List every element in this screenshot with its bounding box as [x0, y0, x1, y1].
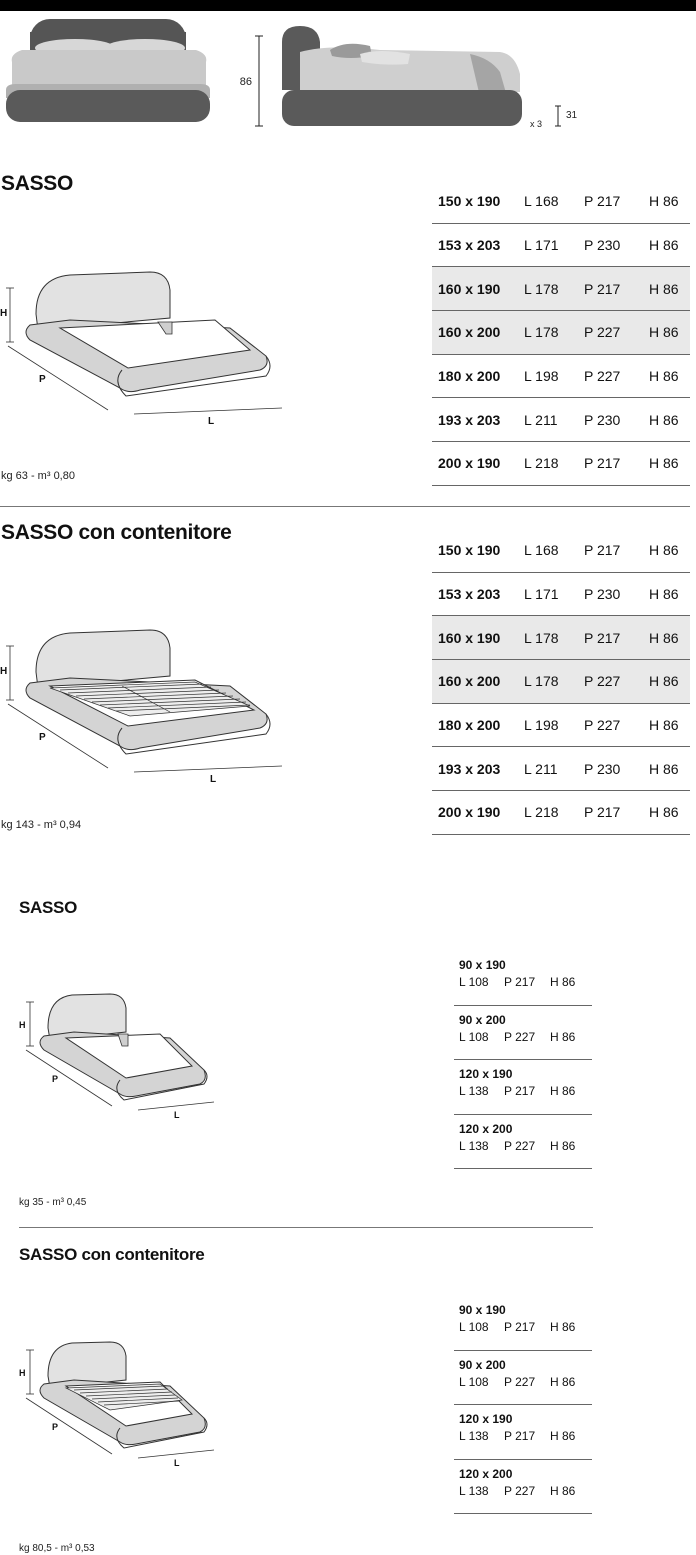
- dimension-p: P 217: [584, 804, 621, 821]
- section-divider: [19, 1227, 593, 1228]
- weight-volume: kg 80,5 - m³ 0,53: [19, 1543, 95, 1554]
- size-label: 120 x 190: [459, 1067, 513, 1081]
- dimension-p: P 230: [584, 237, 621, 254]
- dimension-l: L 138: [459, 1483, 489, 1498]
- dimension-h: H 86: [550, 1429, 576, 1443]
- leg-dimension: [530, 106, 578, 129]
- dimension-p: P 217: [504, 1084, 536, 1098]
- dimension-l: L 138: [459, 1138, 489, 1153]
- dimension-h: H 86: [649, 717, 679, 734]
- size-label: 120 x 200: [459, 1121, 513, 1136]
- dimension-h: H 86: [649, 237, 679, 254]
- size-row: [432, 398, 690, 442]
- dim-p-label: P: [39, 732, 46, 743]
- dimension-p: P 217: [584, 455, 621, 472]
- dimension-l: L 108: [459, 975, 489, 989]
- bed-side-view-image: [282, 26, 522, 126]
- size-row: [432, 704, 690, 748]
- height-label: 86: [239, 76, 252, 88]
- dimension-l: L 138: [459, 1084, 489, 1098]
- dimension-p: P 230: [584, 760, 621, 777]
- dim-l-label: L: [174, 1458, 180, 1468]
- weight-volume: kg 63 - m³ 0,80: [1, 470, 75, 482]
- leg-count-label: x 3: [530, 119, 543, 129]
- section-title-sasso: SASSO: [1, 172, 74, 195]
- dimension-p: P 227: [584, 673, 621, 690]
- size-row: [454, 951, 592, 1006]
- dimension-l: L 178: [524, 324, 559, 341]
- size-label: 193 x 203: [438, 760, 501, 777]
- dim-h-label: H: [19, 1020, 26, 1030]
- dim-h-label: H: [19, 1368, 26, 1378]
- size-row: [454, 1060, 592, 1115]
- dimension-p: P 217: [584, 629, 621, 646]
- single-bed-diagram-sasso-contenitore: [14, 1338, 224, 1468]
- dimension-l: L 178: [524, 280, 559, 297]
- dimension-h: H 86: [550, 1483, 576, 1498]
- dimension-l: L 218: [524, 455, 559, 472]
- dimension-h: H 86: [649, 542, 679, 559]
- dim-l-label: L: [208, 416, 215, 427]
- dimension-p: P 227: [504, 1029, 536, 1044]
- dim-p-label: P: [52, 1074, 59, 1084]
- bed-diagram-sasso-contenitore: [0, 628, 290, 788]
- dimension-h: H 86: [649, 586, 679, 603]
- dimension-p: P 227: [504, 1483, 536, 1498]
- dimension-h: H 86: [649, 629, 679, 646]
- size-table-sasso-contenitore: [432, 529, 690, 835]
- dimension-p: P 217: [584, 542, 621, 559]
- weight-volume: kg 143 - m³ 0,94: [1, 819, 82, 831]
- bed-diagram-sasso: [0, 270, 290, 430]
- size-label: 180 x 200: [438, 717, 501, 734]
- bed-front-view-image: [6, 19, 210, 122]
- dimension-l: L 198: [524, 717, 559, 734]
- dimension-h: H 86: [649, 193, 679, 210]
- size-label: 120 x 200: [459, 1466, 513, 1481]
- dimension-h: H 86: [649, 411, 679, 428]
- dimension-p: P 227: [504, 1138, 536, 1153]
- size-row: [454, 1460, 592, 1515]
- size-row: [432, 616, 690, 660]
- size-label: 160 x 190: [438, 280, 501, 297]
- weight-volume: kg 35 - m³ 0,45: [19, 1197, 87, 1208]
- dimension-l: L 171: [524, 586, 559, 603]
- dimension-p: P 217: [504, 1320, 536, 1334]
- size-row: [454, 1296, 592, 1351]
- dimension-h: H 86: [649, 324, 679, 341]
- size-label: 150 x 190: [438, 193, 501, 210]
- size-row: [432, 747, 690, 791]
- section-title-sasso-contenitore: SASSO con contenitore: [1, 521, 232, 544]
- dimension-p: P 217: [504, 1429, 536, 1443]
- section-title-sasso-single: SASSO: [19, 898, 78, 917]
- size-row: [454, 1006, 592, 1061]
- dimension-p: P 217: [584, 193, 621, 210]
- dimension-h: H 86: [550, 1029, 576, 1044]
- dimension-l: L 218: [524, 804, 559, 821]
- dimension-l: L 211: [524, 760, 558, 777]
- single-bed-diagram-sasso: [14, 990, 224, 1120]
- dimension-h: H 86: [649, 455, 679, 472]
- size-row: [432, 573, 690, 617]
- size-row: [432, 267, 690, 311]
- dim-l-label: L: [174, 1110, 180, 1120]
- size-label: 90 x 200: [459, 1357, 506, 1372]
- dimension-p: P 227: [584, 368, 621, 385]
- size-label: 180 x 200: [438, 368, 501, 385]
- dimension-h: H 86: [649, 673, 679, 690]
- dimension-h: H 86: [649, 368, 679, 385]
- size-label: 200 x 190: [438, 804, 501, 821]
- dimension-l: L 108: [459, 1374, 489, 1389]
- dimension-l: L 211: [524, 411, 558, 428]
- size-row: [432, 791, 690, 835]
- dimension-l: L 171: [524, 237, 559, 254]
- dimension-p: P 227: [584, 717, 621, 734]
- dimension-h: H 86: [550, 1320, 576, 1334]
- size-label: 90 x 190: [459, 958, 506, 972]
- size-label: 150 x 190: [438, 542, 501, 559]
- dimension-h: H 86: [649, 760, 679, 777]
- size-label: 153 x 203: [438, 586, 501, 603]
- leg-height-label: 31: [566, 110, 578, 121]
- size-label: 160 x 200: [438, 324, 501, 341]
- dimension-l: L 168: [524, 193, 559, 210]
- dimension-p: P 230: [584, 586, 621, 603]
- size-row: [432, 224, 690, 268]
- dimension-l: L 168: [524, 542, 559, 559]
- dimension-l: L 108: [459, 1320, 489, 1334]
- size-row: [432, 355, 690, 399]
- size-label: 90 x 190: [459, 1303, 506, 1317]
- dimension-h: H 86: [550, 1138, 576, 1153]
- dimension-p: P 217: [504, 975, 536, 989]
- dim-h-label: H: [0, 666, 8, 677]
- size-row: [454, 1405, 592, 1460]
- size-row: [432, 311, 690, 355]
- dimension-l: L 108: [459, 1029, 489, 1044]
- size-row: [432, 180, 690, 224]
- dimension-l: L 198: [524, 368, 559, 385]
- dimension-p: P 227: [504, 1374, 536, 1389]
- dim-l-label: L: [210, 774, 217, 785]
- size-table-sasso-single: [454, 951, 592, 1169]
- dimension-p: P 227: [584, 324, 621, 341]
- size-table-sasso-contenitore-single: [454, 1296, 592, 1514]
- dimension-l: L 138: [459, 1429, 489, 1443]
- size-label: 200 x 190: [438, 455, 501, 472]
- section-title-sasso-contenitore-single: SASSO con contenitore: [19, 1245, 205, 1264]
- size-label: 160 x 190: [438, 629, 501, 646]
- dimension-l: L 178: [524, 629, 559, 646]
- section-divider: [0, 506, 690, 507]
- dim-p-label: P: [39, 374, 46, 385]
- size-row: [432, 529, 690, 573]
- size-label: 160 x 200: [438, 673, 501, 690]
- size-label: 153 x 203: [438, 237, 501, 254]
- size-label: 90 x 200: [459, 1012, 506, 1027]
- dimension-p: P 217: [584, 280, 621, 297]
- size-label: 120 x 190: [459, 1412, 513, 1426]
- hero-bed-views: [0, 14, 600, 134]
- dimension-h: H 86: [550, 1084, 576, 1098]
- dim-p-label: P: [52, 1422, 59, 1432]
- dimension-h: H 86: [649, 804, 679, 821]
- size-label: 193 x 203: [438, 411, 501, 428]
- dimension-h: H 86: [550, 1374, 576, 1389]
- size-row: [454, 1115, 592, 1170]
- dimension-h: H 86: [649, 280, 679, 297]
- dimension-l: L 178: [524, 673, 559, 690]
- dimension-h: H 86: [550, 975, 576, 989]
- top-black-bar: [0, 0, 696, 11]
- dim-h-label: H: [0, 308, 8, 319]
- size-row: [432, 442, 690, 486]
- size-table-sasso: [432, 180, 690, 486]
- height-dimension: [240, 36, 263, 126]
- size-row: [454, 1351, 592, 1406]
- size-row: [432, 660, 690, 704]
- dimension-p: P 230: [584, 411, 621, 428]
